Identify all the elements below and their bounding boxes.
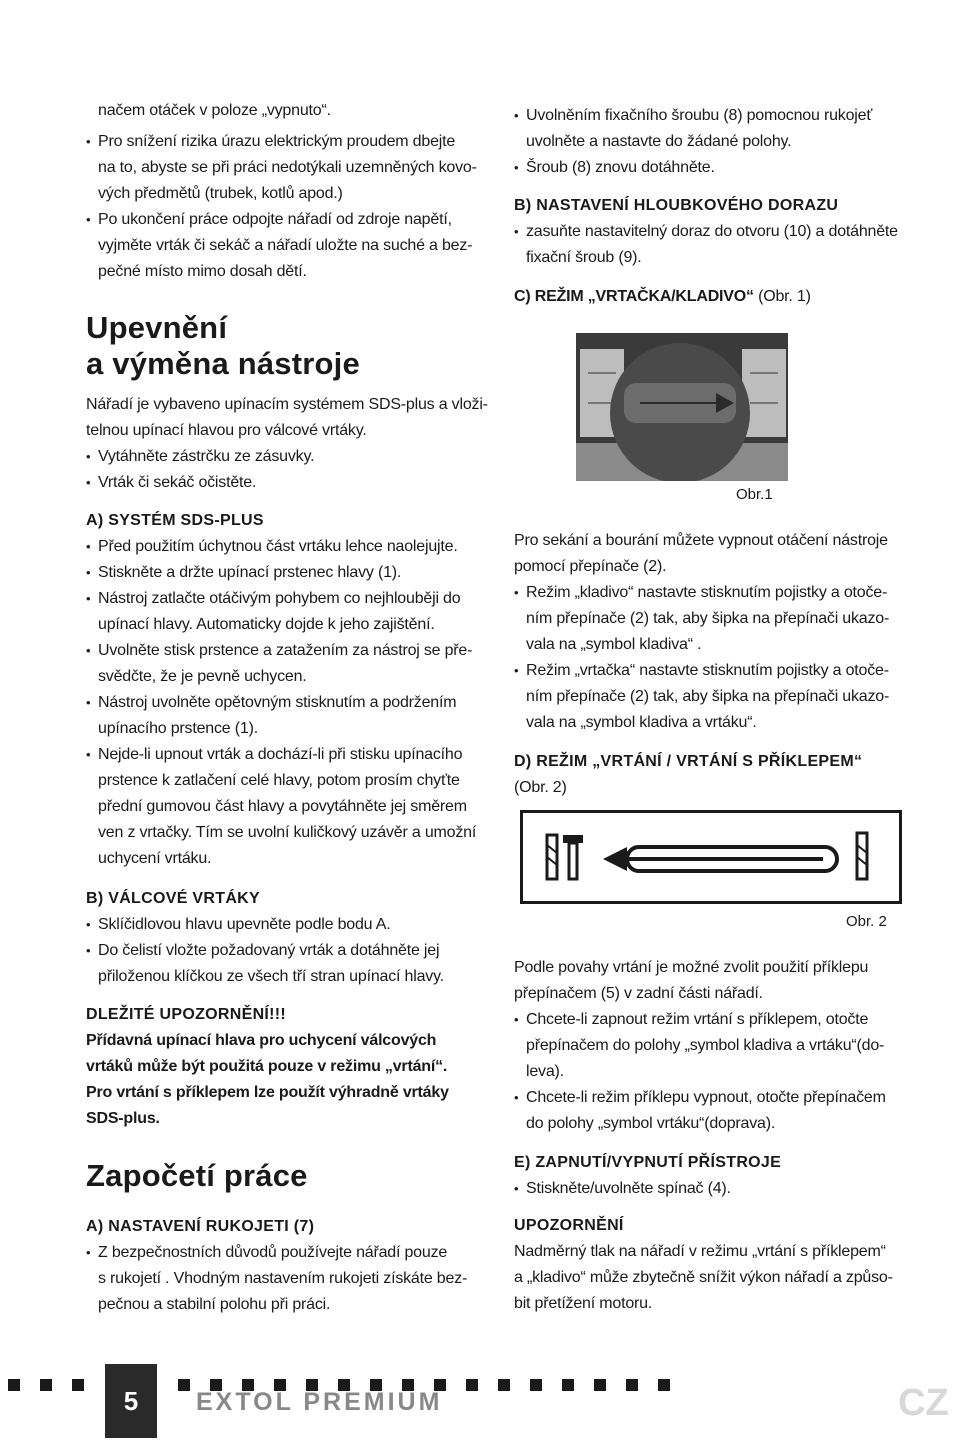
sds-line: prstence k zatlačení celé hlavy, potom prosím chyťte <box>98 772 460 789</box>
footer-square <box>562 1379 574 1391</box>
rezim-c-line: ním přepínače (2) tak, aby šipka na přepínači ukazo- <box>526 610 890 627</box>
rezim-c-line: vala na „symbol kladiva“ . <box>526 636 702 653</box>
rukojeti-cont-line: uvolněte a nastavte do žádané polohy. <box>526 133 792 150</box>
valcove-bullet: • Sklíčidlovou hlavu upevněte podle bodu A. <box>98 912 390 938</box>
hammer-drill-symbol-icon <box>547 835 583 879</box>
rezim-d-line: přepínačem do polohy „symbol kladiva a vrtáku“(do- <box>526 1037 885 1054</box>
sds-line: uchycení vrtáku. <box>98 850 212 867</box>
rukojeti-bullet: • Z bezpečnostních důvodů používejte nářadí pouze <box>98 1240 447 1266</box>
hloubkoveho-line: fixační šroub (9). <box>526 249 642 266</box>
upevneni-bullet: • Vrták či sekáč očistěte. <box>98 470 256 496</box>
heading-valcove: B) VÁLCOVÉ VRTÁKY <box>86 890 260 907</box>
heading-hloubkoveho: B) NASTAVENÍ HLOUBKOVÉHO DORAZU <box>514 197 839 214</box>
rezim-d-line: do polohy „symbol vrtáku“(doprava). <box>526 1115 776 1132</box>
figure-caption-obr2: Obr. 2 <box>846 913 887 930</box>
heading-rukojeti: A) NASTAVENÍ RUKOJETI (7) <box>86 1218 315 1235</box>
sds-line: svědčte, že je pevně uchycen. <box>98 668 307 685</box>
rukojeti-line: s rukojetí . Vhodným nastavením rukojeti získáte bez- <box>98 1270 468 1287</box>
rezim-d-bullet: • Chcete-li režim příklepu vypnout, otočte přepínačem <box>526 1085 886 1111</box>
intro-line: vyjměte vrták či sekáč a nářadí uložte na suché a bez- <box>98 237 473 254</box>
footer-square <box>658 1379 670 1391</box>
valcove-line: přiloženou klíčkou ze všech tří stran upínací hlavy. <box>98 968 444 985</box>
footer-square <box>530 1379 542 1391</box>
intro-bullet: • Po ukončení práce odpojte nářadí od zdroje napětí, <box>98 207 452 233</box>
rezim-c-line: ním přepínače (2) tak, aby šipka na přepínači ukazo- <box>526 688 890 705</box>
valcove-bullet: • Do čelistí vložte požadovaný vrták a dotáhněte jej <box>98 938 439 964</box>
zapnuti-bullet: • Stiskněte/uvolněte spínač (4). <box>526 1176 731 1202</box>
upozorneni-text: a „kladivo“ může zbytečně snížit výkon nářadí a způso- <box>514 1269 893 1286</box>
sds-bullet: • Nejde-li upnout vrták a dochází-li při stisku upínacího <box>98 742 462 768</box>
upevneni-bullet: • Vytáhněte zástrčku ze zásuvky. <box>98 444 314 470</box>
rezim-d-text: Podle povahy vrtání je možné zvolit použití příklepu <box>514 959 869 976</box>
dulezite-text: Přídavná upínací hlava pro uchycení válcových <box>86 1032 437 1049</box>
figure-caption-obr1: Obr.1 <box>736 486 773 503</box>
intro-bullet: • Pro snížení rizika úrazu elektrickým proudem dbejte <box>98 129 455 155</box>
intro-line: vých předmětů (trubek, kotlů apod.) <box>98 185 343 202</box>
rezim-d-bullet: • Chcete-li zapnout režim vrtání s příklepem, otočte <box>526 1007 868 1033</box>
heading-zapnuti: E) ZAPNUTÍ/VYPNUTÍ PŘÍSTROJE <box>514 1154 782 1171</box>
rezim-c-bullet: • Režim „kladivo“ nastavte stisknutím pojistky a otoče- <box>526 580 887 606</box>
intro-line: na to, abyste se při práci nedotýkali uzemněných kovo- <box>98 159 477 176</box>
heading-sds: A) SYSTÉM SDS-PLUS <box>86 512 264 529</box>
heading-upevneni: Upevnění <box>86 310 228 345</box>
upozorneni-text: bit přetížení motoru. <box>514 1295 653 1312</box>
language-code: CZ <box>898 1382 949 1424</box>
rezim-c-bullet: • Režim „vrtačka“ nastavte stisknutím pojistky a otoče- <box>526 658 889 684</box>
rezim-c-text: Pro sekání a bourání můžete vypnout otáčení nástroje <box>514 532 888 549</box>
footer-square <box>72 1379 84 1391</box>
mode-switch-knob-icon <box>576 333 788 481</box>
footer-square <box>178 1379 190 1391</box>
upevneni-text: Nářadí je vybaveno upínacím systémem SDS-plus a vloži- <box>86 396 488 413</box>
mode-switch-photo <box>576 333 788 481</box>
upozorneni-text: Nadměrný tlak na nářadí v režimu „vrtání s příklepem“ <box>514 1243 886 1260</box>
heading-zapoceti: Započetí práce <box>86 1158 308 1193</box>
sds-bullet: • Uvolněte stisk prstence a zatažením za nástroj se pře- <box>98 638 472 664</box>
sds-bullet: • Nástroj uvolněte opětovným stisknutím a podržením <box>98 690 456 716</box>
rezim-d-line: leva). <box>526 1063 564 1080</box>
footer-square <box>594 1379 606 1391</box>
brand-logo: EXTOL PREMIUM <box>196 1388 443 1416</box>
dulezite-text: vrtáků může být použitá pouze v režimu „vrtání“. <box>86 1058 448 1075</box>
sds-bullet: • Nástroj zatlačte otáčivým pohybem co nejhlouběji do <box>98 586 460 612</box>
footer-square <box>626 1379 638 1391</box>
upevneni-text: telnou upínací hlavou pro válcové vrtáky. <box>86 422 367 439</box>
footer-square <box>8 1379 20 1391</box>
sds-line: přední gumovou část hlavy a povytáhněte jej směrem <box>98 798 467 815</box>
footer-square <box>498 1379 510 1391</box>
heading-upozorneni: UPOZORNĚNÍ <box>514 1217 624 1234</box>
rezim-c-text: pomocí přepínače (2). <box>514 558 667 575</box>
switch-knob-arrow-icon <box>603 847 837 871</box>
rezim-c-line: vala na „symbol kladiva a vrtáku“. <box>526 714 757 731</box>
intro-line: načem otáček v poloze „vypnuto“. <box>98 102 331 119</box>
intro-line: pečné místo mimo dosah dětí. <box>98 263 307 280</box>
drill-symbol-icon <box>857 833 867 879</box>
footer-square <box>40 1379 52 1391</box>
sds-line: upínací hlavy. Automaticky dojde k jeho zajištění. <box>98 616 435 633</box>
heading-rezim-d: D) REŽIM „VRTÁNÍ / VRTÁNÍ S PŘÍKLEPEM“ <box>514 753 863 770</box>
heading-rezim-c: C) REŽIM „VRTAČKA/KLADIVO“ (Obr. 1) <box>514 288 811 305</box>
footer-square <box>466 1379 478 1391</box>
drill-mode-switch-diagram <box>520 810 902 904</box>
rukojeti-cont-bullet: • Uvolněním fixačního šroubu (8) pomocnou rukojeť <box>526 103 872 129</box>
dulezite-text: SDS-plus. <box>86 1110 160 1127</box>
sds-line: upínacího prstence (1). <box>98 720 258 737</box>
heading-dulezite: DLEŽITÉ UPOZORNĚNÍ!!! <box>86 1006 287 1023</box>
dulezite-text: Pro vrtání s příklepem lze použít výhradně vrtáky <box>86 1084 449 1101</box>
hloubkoveho-bullet: • zasuňte nastavitelný doraz do otvoru (10) a dotáhněte <box>526 219 898 245</box>
heading-upevneni-2: a výměna nástroje <box>86 346 360 381</box>
heading-rezim-d-ref: (Obr. 2) <box>514 779 567 796</box>
rezim-d-text: přepínačem (5) v zadní části nářadí. <box>514 985 763 1002</box>
sds-line: ven z vrtačky. Tím se uvolní kuličkový uzávěr a umožní <box>98 824 477 841</box>
sds-bullet: • Před použitím úchytnou část vrtáku lehce naolejujte. <box>98 534 458 560</box>
sds-bullet: • Stiskněte a držte upínací prstenec hlavy (1). <box>98 560 401 586</box>
rukojeti-cont-bullet: • Šroub (8) znovu dotáhněte. <box>526 155 715 181</box>
page-number: 5 <box>105 1364 157 1438</box>
rukojeti-line: pečnou a stabilní polohu při práci. <box>98 1296 331 1313</box>
